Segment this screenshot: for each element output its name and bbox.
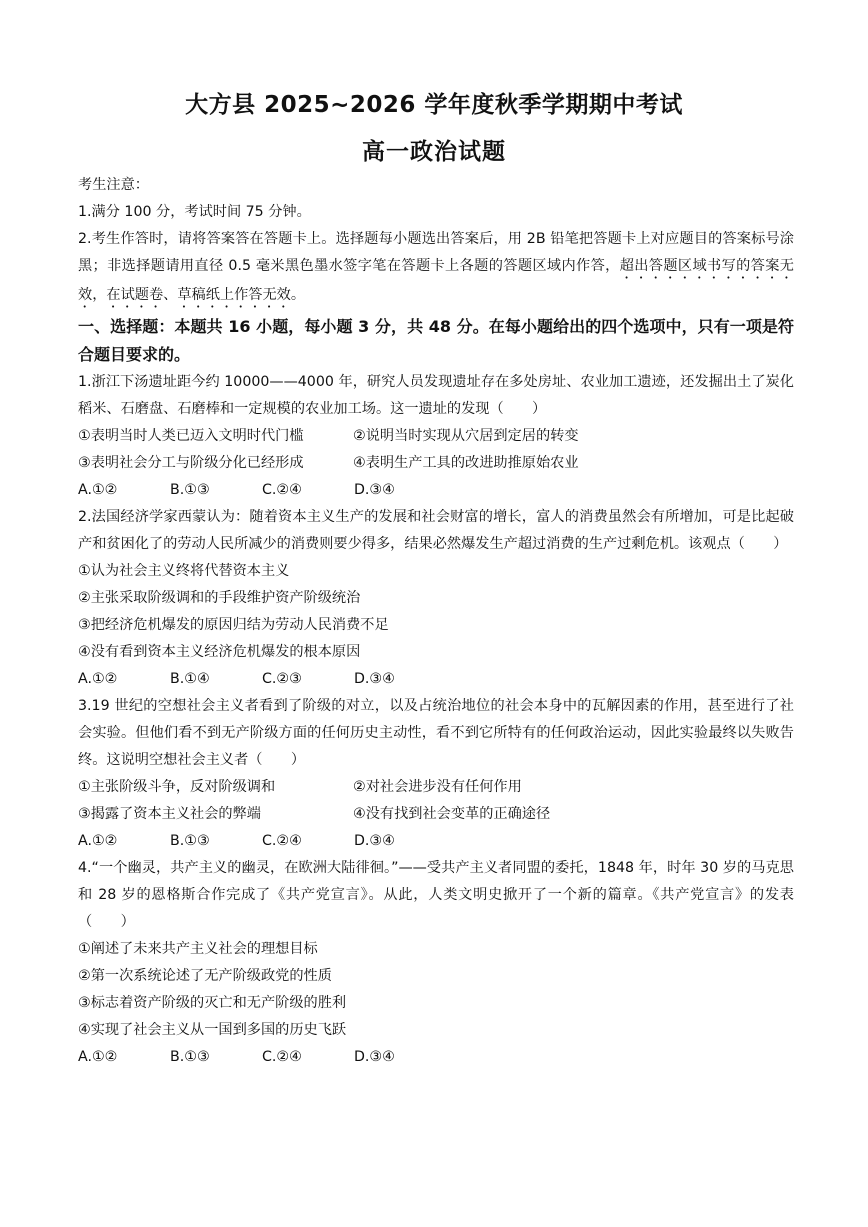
answer-d: D.③④: [354, 671, 395, 687]
question-2-stem: 2.法国经济学家西蒙认为：随着资本主义生产的发展和社会财富的增长，富人的消费虽然会有所增加，可是比起破产和贫困化了的劳动人民所减少的消费则要少得多，结果必然爆发生产超过消费的生产过剩危机。该观点（ ）: [78, 509, 794, 552]
exam-title: 大方县 2025~2026 学年度秋季学期期中考试: [185, 92, 683, 118]
exam-subtitle: 高一政治试题: [362, 139, 506, 165]
answer-a: A.①②: [78, 833, 118, 849]
question-1-stem: 1.浙江下汤遗址距今约 10000——4000 年，研究人员发现遗址存在多处房址、农业加工遗迹，还发掘出土了炭化稻米、石磨盘、石磨棒和一定规模的农业加工场。这一遗址的发现（ ）: [78, 374, 794, 417]
question-4-option-1: ①阐述了未来共产主义社会的理想目标: [78, 941, 318, 957]
answer-d: D.③④: [354, 1049, 395, 1065]
notice-item-2: [78, 226, 794, 311]
question-2-answers: [78, 666, 794, 693]
option-2: ②说明当时实现从穴居到定居的转变: [353, 428, 579, 444]
answer-a: A.①②: [78, 1049, 118, 1065]
answer-c: C.②③: [262, 671, 302, 687]
answer-b: B.①③: [170, 482, 210, 498]
question-2-option-4: ④没有看到资本主义经济危机爆发的根本原因: [78, 644, 361, 660]
question-4-option-3: ③标志着资产阶级的灭亡和无产阶级的胜利: [78, 995, 347, 1011]
question-1-options-row-1: [78, 423, 794, 450]
answer-a: A.①②: [78, 482, 118, 498]
answer-b: B.①④: [170, 671, 210, 687]
question-4-option-2: ②第一次系统论述了无产阶级政党的性质: [78, 968, 332, 984]
notice-item-2-emphasis: 超出答题区域书写的答案无效，在试题卷、草稿纸上作答无效: [78, 258, 794, 303]
option-1: ①表明当时人类已迈入文明时代门槛: [78, 428, 304, 444]
notice-heading: 考生注意：: [78, 177, 149, 193]
option-4: ④没有找到社会变革的正确途径: [353, 806, 551, 822]
notice-item-2-end: 。: [290, 287, 306, 303]
answer-c: C.②④: [262, 482, 302, 498]
option-2: ②对社会进步没有任何作用: [353, 779, 522, 795]
answer-c: C.②④: [262, 1049, 302, 1065]
question-1-options-row-2: [78, 450, 794, 477]
question-1-answers: [78, 477, 794, 504]
question-2-option-1: ①认为社会主义终将代替资本主义: [78, 563, 290, 579]
option-3: ③揭露了资本主义社会的弊端: [78, 806, 261, 822]
question-4-stem: 4.“一个幽灵，共产主义的幽灵，在欧洲大陆徘徊。”——受共产主义者同盟的委托，1848 年，时年 30 岁的马克思和 28 岁的恩格斯合作完成了《共产党宣言》。从此，人类文明史掀开了一个新的篇章。《共产党宣言》的发表（ ）: [78, 860, 794, 930]
question-3-options-row-1: [78, 774, 794, 801]
option-3: ③表明社会分工与阶级分化已经形成: [78, 455, 304, 471]
exam-content: [78, 172, 794, 1071]
question-3-stem: 3.19 世纪的空想社会主义者看到了阶级的对立，以及占统治地位的社会本身中的瓦解因素的作用，甚至进行了社会实验。但他们看不到无产阶级方面的任何历史主动性，看不到它所特有的任何政治运动，因此实验最终以失败告终。这说明空想社会主义者（ ）: [78, 698, 794, 768]
notice-item-1: 1.满分 100 分，考试时间 75 分钟。: [78, 204, 311, 220]
answer-c: C.②④: [262, 833, 302, 849]
question-2-option-3: ③把经济危机爆发的原因归结为劳动人民消费不足: [78, 617, 389, 633]
answer-b: B.①③: [170, 1049, 210, 1065]
question-4-answers: [78, 1044, 794, 1071]
option-4: ④表明生产工具的改进助推原始农业: [353, 455, 579, 471]
section-heading: 一、选择题：本题共 16 小题，每小题 3 分，共 48 分。在每小题给出的四个选项中，只有一项是符合题目要求的。: [78, 317, 794, 364]
notice-item-2-text: 2.考生作答时，请将答案答在答题卡上。选择题每小题选出答案后，用 2B 铅笔把答题卡上对应题目的答案标号涂黑；非选择题请用直径 0.5 毫米黑色墨水签字笔在答题卡上各题的答题区域内作答，: [78, 231, 794, 274]
question-2-option-2: ②主张采取阶级调和的手段维护资产阶级统治: [78, 590, 361, 606]
answer-b: B.①③: [170, 833, 210, 849]
option-1: ①主张阶级斗争，反对阶级调和: [78, 779, 276, 795]
question-3-options-row-2: [78, 801, 794, 828]
question-3-answers: [78, 828, 794, 855]
answer-d: D.③④: [354, 833, 395, 849]
question-4-option-4: ④实现了社会主义从一国到多国的历史飞跃: [78, 1022, 347, 1038]
answer-a: A.①②: [78, 671, 118, 687]
answer-d: D.③④: [354, 482, 395, 498]
